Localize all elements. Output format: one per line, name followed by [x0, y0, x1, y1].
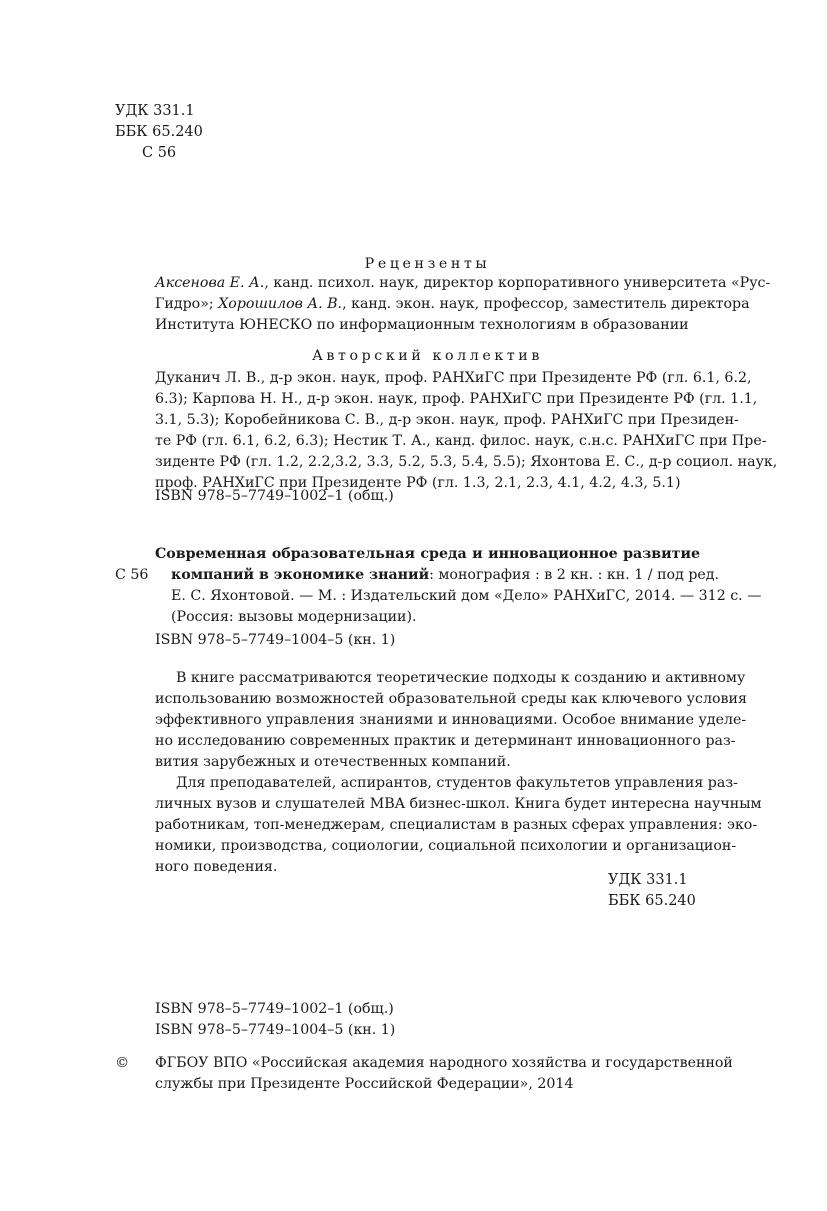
bibliographic-entry — [115, 544, 762, 628]
bbk-code: ББК 65.240 — [115, 124, 203, 140]
bbk-code: ББК 65.240 — [608, 893, 696, 909]
reviewers-heading: Рецензенты — [364, 256, 491, 272]
abstract-line: но исследованию современных практик и детерминант инновационного раз- — [155, 733, 736, 749]
authors-line: 3.1, 5.3); Коробейникова С. В., д-р экон. наук, проф. РАНХиГС при Президен- — [155, 412, 739, 428]
copyright-holder-continued: службы при Президенте Российской Федерации», 2014 — [155, 1076, 574, 1092]
reviewer-name: Аксенова Е. А. — [155, 275, 265, 291]
isbn-item: ISBN 978–5–7749–1004–5 (кн. 1) — [155, 1022, 396, 1038]
book-description: : монография : в 2 кн. : кн. 1 / под ред. — [429, 567, 720, 583]
isbn-list — [155, 999, 395, 1041]
author-mark: С 56 — [142, 145, 177, 161]
entry-line — [115, 544, 700, 565]
udk-code: УДК 331.1 — [115, 103, 195, 119]
abstract-line: эффективного управления знаниями и инновациями. Особое внимание уделе- — [155, 712, 747, 728]
copyright-icon: © — [115, 1055, 130, 1071]
abstract — [155, 668, 762, 878]
reviewers-body — [155, 273, 771, 336]
reviewer-details: , канд. экон. наук, профессор, заместитель директора — [342, 296, 750, 312]
authors-line: Дуканич Л. В., д-р экон. наук, проф. РАНХиГС при Президенте РФ (гл. 6.1, 6.2, — [155, 370, 752, 386]
isbn-item: ISBN 978–5–7749–1002–1 (общ.) — [155, 1001, 394, 1017]
book-series: (Россия: вызовы модернизации). — [171, 609, 417, 625]
authors-line: проф. РАНХиГС при Президенте РФ (гл. 1.3, 2.1, 2.3, 4.1, 4.2, 4.3, 5.1) — [155, 475, 681, 491]
classification-top — [115, 101, 203, 164]
abstract-line: работникам, топ-менеджерам, специалистам в разных сферах управления: эко- — [155, 817, 758, 833]
abstract-line: личных вузов и слушателей MBA бизнес-школ. Книга будет интересна научным — [155, 796, 762, 812]
authors-line: 6.3); Карпова Н. Н., д-р экон. наук, проф. РАНХиГС при Президенте РФ (гл. 1.1, — [155, 391, 758, 407]
abstract-line: использованию возможностей образовательной среды как ключевого условия — [155, 691, 747, 707]
reviewer-details: , канд. психол. наук, директор корпоративного университета «Рус- — [264, 275, 771, 291]
authors-line: зиденте РФ (гл. 1.2, 2.2,3.2, 3.3, 5.2, 5.3, 5.4, 5.5); Яхонтова Е. С., д-р социол. наук, — [155, 454, 778, 470]
udk-code: УДК 331.1 — [608, 872, 688, 888]
abstract-line: В книге рассматриваются теоретические подходы к созданию и активному — [176, 670, 746, 686]
entry-line — [115, 586, 762, 607]
isbn-general: ISBN 978–5–7749–1002–1 (общ.) — [155, 488, 394, 504]
book-code: С 56 — [115, 567, 149, 583]
entry-line — [115, 607, 700, 628]
book-subtitle-line — [171, 565, 720, 586]
reviewers-line — [155, 315, 700, 336]
book-title: Современная образовательная среда и инновационное развитие — [155, 546, 700, 562]
abstract-line: ного поведения. — [155, 859, 278, 875]
abstract-line: вития зарубежных и отечественных компаний. — [155, 754, 511, 770]
isbn-volume-1: ISBN 978–5–7749–1004–5 (кн. 1) — [155, 632, 396, 648]
reviewers-line — [155, 294, 750, 315]
book-subtitle: компаний в экономике знаний — [171, 567, 430, 583]
authors-heading: Авторский коллектив — [312, 348, 543, 364]
reviewer-name: Хорошилов А. В. — [218, 296, 343, 312]
reviewer-details: Института ЮНЕСКО по информационным технологиям в образовании — [155, 317, 689, 333]
reviewer-details: Гидро»; — [155, 296, 219, 312]
copyright — [115, 1053, 733, 1095]
abstract-line: номики, производства, социологии, социальной психологии и организацион- — [155, 838, 737, 854]
authors-line: те РФ (гл. 6.1, 6.2, 6.3); Нестик Т. А., канд. филос. наук, с.н.с. РАНХиГС при Пре- — [155, 433, 767, 449]
copyright-holder: ФГБОУ ВПО «Российская академия народного хозяйства и государственной — [155, 1055, 733, 1071]
reviewers-line — [155, 273, 771, 294]
entry-line — [115, 565, 720, 586]
abstract-line: Для преподавателей, аспирантов, студентов факультетов управления раз- — [176, 775, 738, 791]
classification-bottom — [608, 870, 696, 912]
book-publisher: Е. С. Яхонтовой. — М. : Издательский дом «Дело» РАНХиГС, 2014. — 312 с. — — [171, 588, 762, 604]
authors-body — [155, 368, 778, 494]
